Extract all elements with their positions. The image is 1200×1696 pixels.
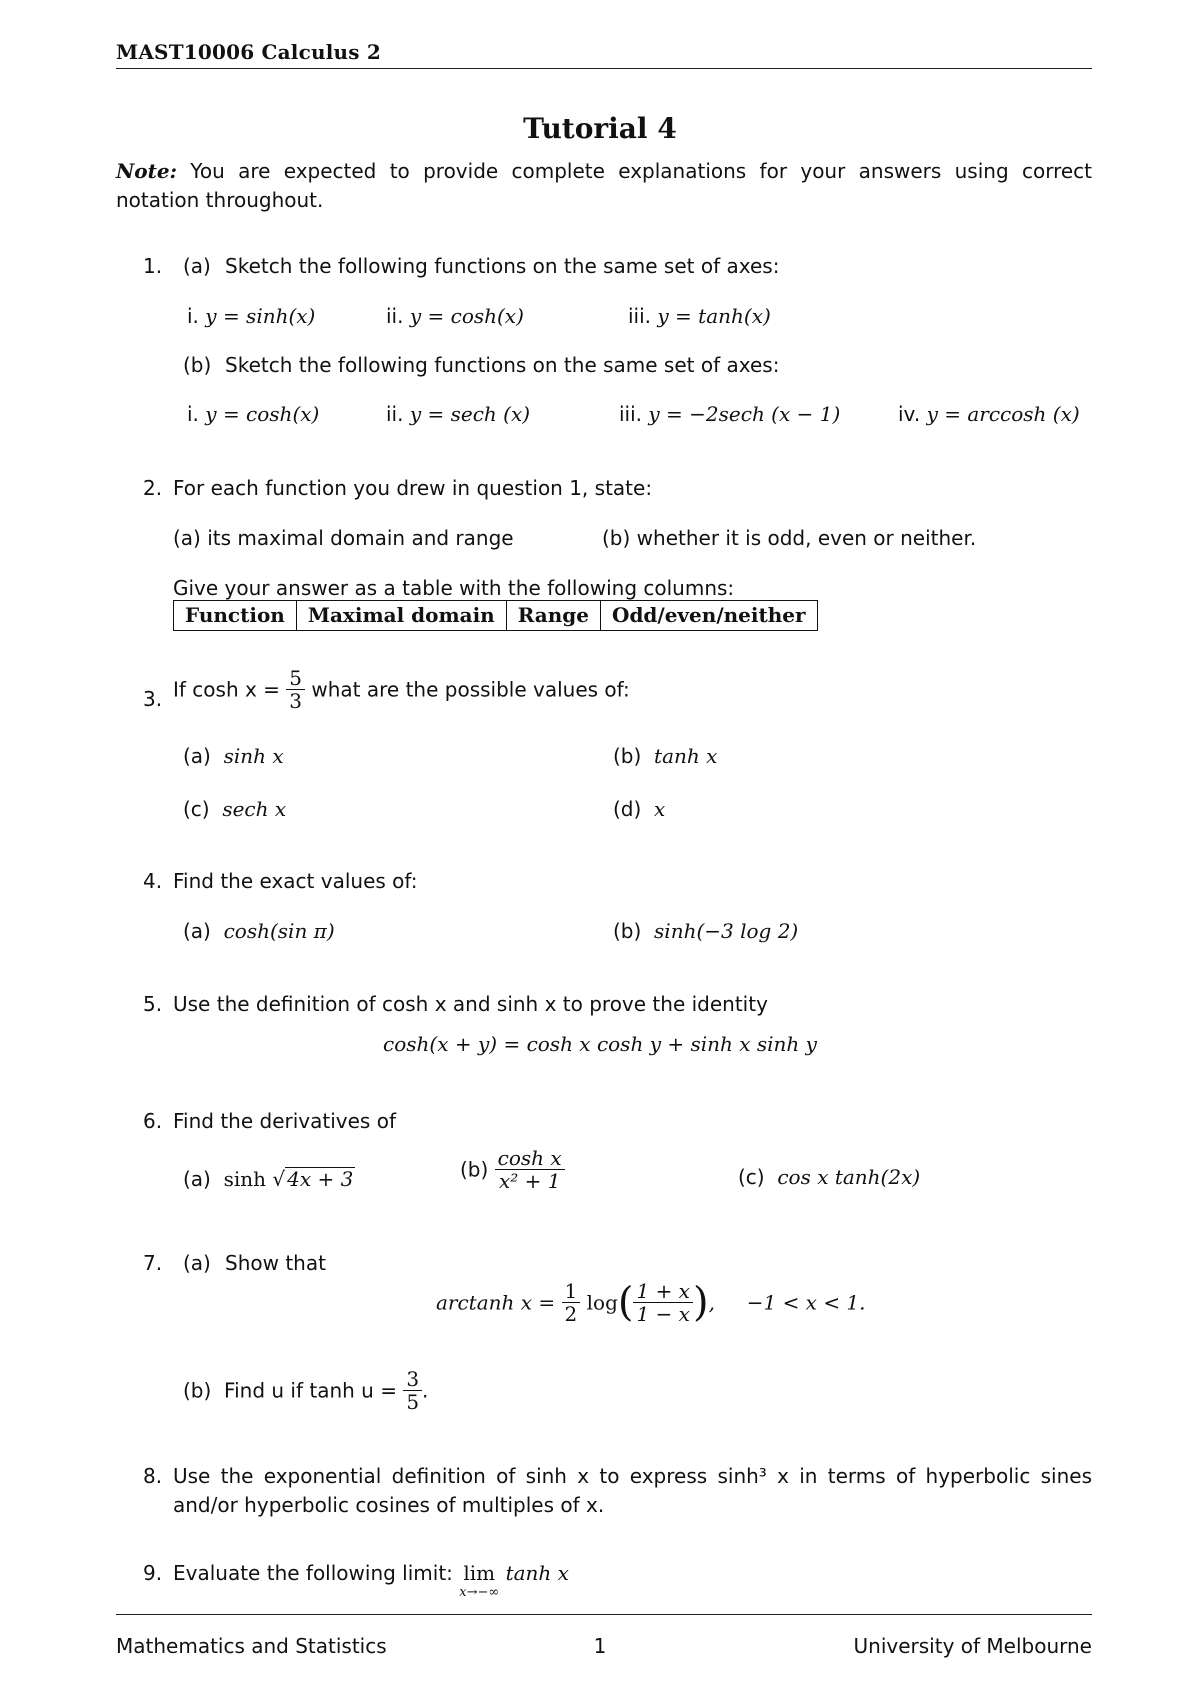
q6-text: Find the derivatives of xyxy=(173,1109,396,1133)
left-paren: ( xyxy=(617,1279,634,1326)
q6a-label: (a) xyxy=(183,1167,211,1191)
q1b-item-2 xyxy=(386,404,530,424)
q4a xyxy=(183,921,335,941)
q1a-item-2 xyxy=(386,306,524,326)
course-header: MAST10006 Calculus 2 xyxy=(116,40,381,64)
q9-lim: lim xyxy=(463,1561,496,1585)
note-label: Note: xyxy=(116,159,177,183)
q4-number: 4. xyxy=(143,869,163,893)
q1a-item-2-num: ii. xyxy=(386,304,404,328)
q6c xyxy=(738,1167,920,1187)
q1-number: 1. xyxy=(143,254,163,278)
q1b-item-2-num: ii. xyxy=(386,402,404,426)
q6c-expr: cos x tanh(2x) xyxy=(777,1165,921,1189)
q8-line-1: Use the exponential definition of sinh x to express sinh³ x in terms of hyperbolic sines xyxy=(173,1464,1092,1488)
q9-lim-subscript: x→−∞ xyxy=(459,1585,500,1600)
q3b xyxy=(613,746,717,766)
q1b-item-4-expr: y = arccosh (x) xyxy=(926,402,1080,426)
q2-table-intro: Give your answer as a table with the following columns: xyxy=(173,576,735,600)
q7a-condition: , −1 < x < 1. xyxy=(708,1290,866,1315)
q7a-inner-fraction xyxy=(633,1280,692,1325)
note-paragraph xyxy=(116,157,1092,215)
q7b-num: 3 xyxy=(403,1368,422,1391)
q7b-post: . xyxy=(422,1378,429,1403)
q4a-expr: cosh(sin π) xyxy=(223,919,335,943)
column-function: Function xyxy=(174,601,297,631)
q1b-label: (b) xyxy=(183,353,212,377)
q1b-item-3-expr: y = −2sech (x − 1) xyxy=(648,402,841,426)
q6b-fraction xyxy=(495,1147,565,1192)
q7a-lhs: arctanh x = xyxy=(436,1290,556,1315)
q1b-item-3-num: iii. xyxy=(619,402,643,426)
q1a-item-1-num: i. xyxy=(187,304,199,328)
answer-columns-table xyxy=(173,600,818,631)
page-title: Tutorial 4 xyxy=(523,112,677,145)
q3d-expr: x xyxy=(654,797,666,821)
q8-line-2: and/or hyperbolic cosines of multiples of x. xyxy=(173,1493,605,1517)
q4b-expr: sinh(−3 log 2) xyxy=(654,919,799,943)
q6b xyxy=(460,1147,565,1192)
column-range: Range xyxy=(506,601,600,631)
q9-number: 9. xyxy=(143,1561,163,1585)
q4b-label: (b) xyxy=(613,919,642,943)
q3c-label: (c) xyxy=(183,797,210,821)
q1b-item-4-num: iv. xyxy=(898,402,921,426)
q3b-label: (b) xyxy=(613,744,642,768)
q3-frac-num: 5 xyxy=(286,667,305,690)
q1b-item-1-num: i. xyxy=(187,402,199,426)
q6a-func: sinh xyxy=(223,1167,267,1191)
q5-text: Use the definition of cosh x and sinh x to prove the identity xyxy=(173,992,768,1016)
q7b-pre: Find u if tanh u = xyxy=(224,1378,397,1403)
header-rule xyxy=(116,68,1092,69)
q6b-label: (b) xyxy=(460,1157,489,1182)
q9-limit xyxy=(459,1563,499,1599)
q7b-den: 5 xyxy=(406,1390,420,1414)
q1a-item-3-expr: y = tanh(x) xyxy=(657,304,771,328)
q1b-item-2-expr: y = sech (x) xyxy=(409,402,531,426)
q7b-label: (b) xyxy=(183,1378,212,1403)
note-text: You are expected to provide complete explanations for your answers using correct notation throughout. xyxy=(116,159,1092,212)
q7a-log: log xyxy=(586,1290,618,1315)
q1b-text: Sketch the following functions on the same set of axes: xyxy=(225,353,780,377)
q3-pre: If cosh x = xyxy=(173,677,280,702)
q8-text xyxy=(173,1462,1092,1520)
q2a-text: (a) its maximal domain and range xyxy=(173,526,514,550)
q9-stem xyxy=(173,1563,569,1599)
q6a-radicand: 4x + 3 xyxy=(287,1167,354,1191)
q1b-item-1 xyxy=(187,404,319,424)
q1a-item-3 xyxy=(628,306,771,326)
q3-number: 3. xyxy=(143,687,163,711)
right-paren: ) xyxy=(692,1279,709,1326)
q3b-expr: tanh x xyxy=(654,744,718,768)
q1a-item-2-expr: y = cosh(x) xyxy=(409,304,524,328)
q3c-expr: sech x xyxy=(222,797,287,821)
q4b xyxy=(613,921,798,941)
q2-text: For each function you drew in question 1, state: xyxy=(173,476,653,500)
q7a-half-den: 2 xyxy=(564,1302,578,1326)
q3a-expr: sinh x xyxy=(223,744,284,768)
q7a-half xyxy=(562,1280,581,1325)
q3-frac-den: 3 xyxy=(289,689,303,713)
q7a-half-num: 1 xyxy=(562,1280,581,1303)
table-header-row xyxy=(174,601,818,631)
q1a-text: Sketch the following functions on the same set of axes: xyxy=(225,254,780,278)
q7b xyxy=(183,1368,428,1413)
q2b-text: (b) whether it is odd, even or neither. xyxy=(602,526,977,550)
q6b-num: cosh x xyxy=(495,1147,565,1170)
column-odd-even-neither: Odd/even/neither xyxy=(601,601,818,631)
q7b-fraction xyxy=(403,1368,422,1413)
footer-left: Mathematics and Statistics xyxy=(116,1634,387,1658)
q7a-label: (a) xyxy=(183,1251,211,1275)
q3c xyxy=(183,799,286,819)
q7a-inner-den: 1 − x xyxy=(636,1302,690,1326)
q6a xyxy=(183,1167,355,1189)
q1a-label: (a) xyxy=(183,254,211,278)
q6-number: 6. xyxy=(143,1109,163,1133)
q3-post: what are the possible values of: xyxy=(311,677,630,702)
footer-rule xyxy=(116,1614,1092,1615)
q2-number: 2. xyxy=(143,476,163,500)
q3-fraction xyxy=(286,667,305,712)
q7a-equation xyxy=(436,1280,866,1325)
q3-stem xyxy=(173,667,630,712)
q7-number: 7. xyxy=(143,1251,163,1275)
q8-number: 8. xyxy=(143,1464,163,1488)
q1a-item-1 xyxy=(187,306,315,326)
page-number: 1 xyxy=(593,1634,607,1658)
q9-text: Evaluate the following limit: xyxy=(173,1561,453,1585)
q5-identity: cosh(x + y) = cosh x cosh y + sinh x sinh y xyxy=(383,1032,817,1056)
q4-text: Find the exact values of: xyxy=(173,869,418,893)
q1b-item-3 xyxy=(619,404,840,424)
footer-right: University of Melbourne xyxy=(853,1634,1092,1658)
q1a-item-3-num: iii. xyxy=(628,304,652,328)
q3a-label: (a) xyxy=(183,744,211,768)
q1b-item-4 xyxy=(898,404,1080,424)
q3d-label: (d) xyxy=(613,797,642,821)
q7a-inner-num: 1 + x xyxy=(633,1280,692,1303)
q6c-label: (c) xyxy=(738,1165,765,1189)
q9-expr: tanh x xyxy=(505,1561,569,1585)
q6b-den: x² + 1 xyxy=(498,1169,561,1193)
q3a xyxy=(183,746,284,766)
q3d xyxy=(613,799,665,819)
sqrt-sign: √ xyxy=(272,1167,286,1191)
column-maximal-domain: Maximal domain xyxy=(296,601,506,631)
q4a-label: (a) xyxy=(183,919,211,943)
q7a-text: Show that xyxy=(225,1251,326,1275)
q1a-item-1-expr: y = sinh(x) xyxy=(205,304,316,328)
q1b-item-1-expr: y = cosh(x) xyxy=(205,402,320,426)
q5-number: 5. xyxy=(143,992,163,1016)
